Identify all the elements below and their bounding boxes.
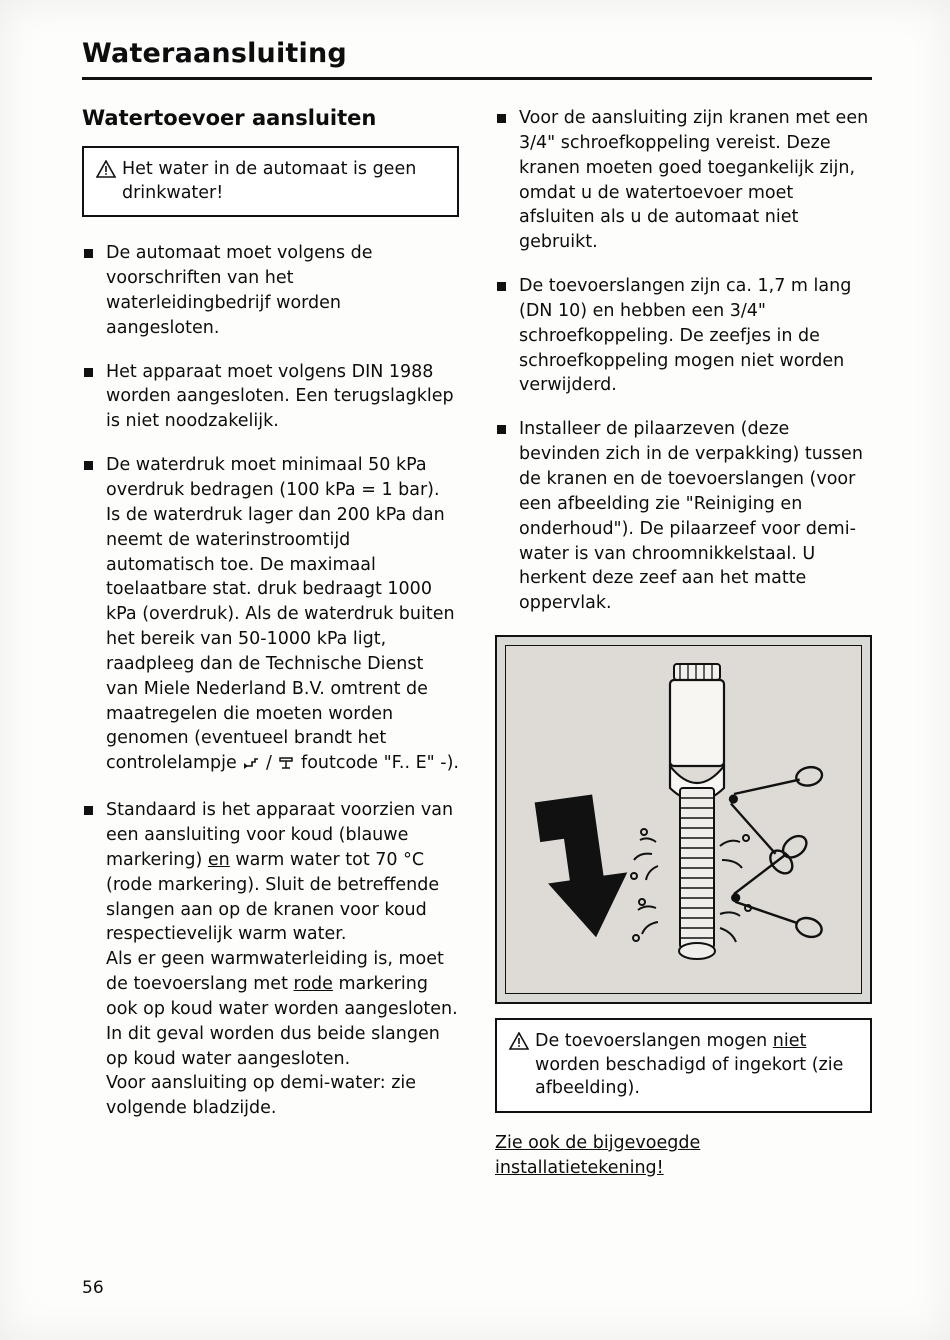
list-item: Het apparaat moet volgens DIN 1988 worden aangesloten. Een terugslagklep is niet noodzakelijk. — [82, 360, 459, 435]
title-divider — [82, 77, 872, 80]
bullet4-part3: Als er geen warmwaterleiding is, moet de toevoerslang met — [106, 949, 444, 995]
page-number: 56 — [82, 1278, 104, 1298]
icon-separator: / — [265, 753, 272, 774]
bullet4-part2: warm water tot 70 °C (rode markering). Sluit de betreffende slangen aan op de kranen voor koud respectievelijk warm water. — [106, 849, 440, 945]
list-item: De automaat moet volgens de voorschriften van het waterleidingbedrijf worden aangesloten. — [82, 241, 459, 340]
list-item — [82, 453, 459, 779]
warning-box-drinkwater — [82, 146, 459, 217]
illustration-svg — [506, 646, 861, 993]
page-title: Wateraansluiting — [82, 38, 347, 69]
bullet4-part5: Voor aansluiting op demi-water: zie volgende bladzijde. — [106, 1073, 417, 1119]
warning-triangle-icon — [96, 160, 116, 186]
bullet4-underline2: rode — [293, 974, 333, 995]
caption-underline: niet — [772, 1031, 807, 1052]
list-item-text: De waterdruk moet minimaal 50 kPa overdruk bedragen (100 kPa = 1 bar). Is de waterdruk lager dan 200 kPa dan neemt de waterinstroomtijd automatisch toe. De maximaal toelaatbare stat. druk bedraagt 1000 kPa (overdruk). Als de waterdruk buiten het bereik van 50-1000 kPa ligt, raadpleeg dan de Technische Dienst van Miele Nederland B.V. omtrent de maatregelen die moeten worden genomen (eventueel brandt het controlelampje — [106, 455, 455, 774]
bullet4-part4: markering ook op koud water worden aangesloten. In dit geval worden dus beide slangen op koud water aangesloten. — [106, 974, 458, 1069]
installation-drawing-note: Zie ook de bijgevoegde installatietekening! — [495, 1132, 701, 1178]
water-inlet-icon — [277, 754, 295, 779]
bullet4-underline1: en — [207, 849, 230, 870]
caption-part1: De toevoerslangen mogen — [535, 1031, 773, 1052]
two-column-body — [82, 106, 872, 1181]
list-item — [82, 798, 459, 1121]
list-item: Installeer de pilaarzeven (deze bevinden zich in de verpakking) tussen de kranen en de toevoerslangen (voor een afbeelding zie "Reiniging en onderhoud"). De pilaarzeef voor demi-water is van chroomnikkelstaal. U herkent deze zeef aan het matte oppervlak. — [495, 417, 872, 616]
tap-fault-icon — [242, 754, 260, 779]
warning-text: Het water in de automaat is geen drinkwater! — [122, 159, 417, 203]
page-content — [82, 38, 872, 1181]
left-column — [82, 106, 459, 1140]
section-title: Watertoevoer aansluiten — [82, 106, 377, 130]
bullet4-part1: Standaard is het apparaat voorzien van een aansluiting voor koud (blauwe markering) — [106, 800, 454, 870]
warning-triangle-icon — [509, 1032, 529, 1058]
list-item: De toevoerslangen zijn ca. 1,7 m lang (DN 10) en hebben een 3/4" schroefkoppeling. De zeefjes in de schroefkoppeling mogen niet worden verwijderd. — [495, 274, 872, 398]
hose-damage-illustration — [495, 635, 872, 1004]
caption-part2: worden beschadigd of ingekort (zie afbeelding). — [535, 1054, 844, 1099]
right-column — [495, 106, 872, 1181]
left-bullet-list — [82, 241, 459, 1121]
list-item: Voor de aansluiting zijn kranen met een 3/4" schroefkoppeling vereist. Deze kranen moeten goed toegankelijk zijn, omdat u de watertoevoer moet afsluiten als u de automaat niet gebruikt. — [495, 106, 872, 255]
caption-text — [535, 1030, 860, 1101]
list-item-text-tail: foutcode "F.. E" -). — [301, 753, 459, 774]
warning-box-slangen — [495, 1018, 872, 1113]
right-bullet-list — [495, 106, 872, 616]
